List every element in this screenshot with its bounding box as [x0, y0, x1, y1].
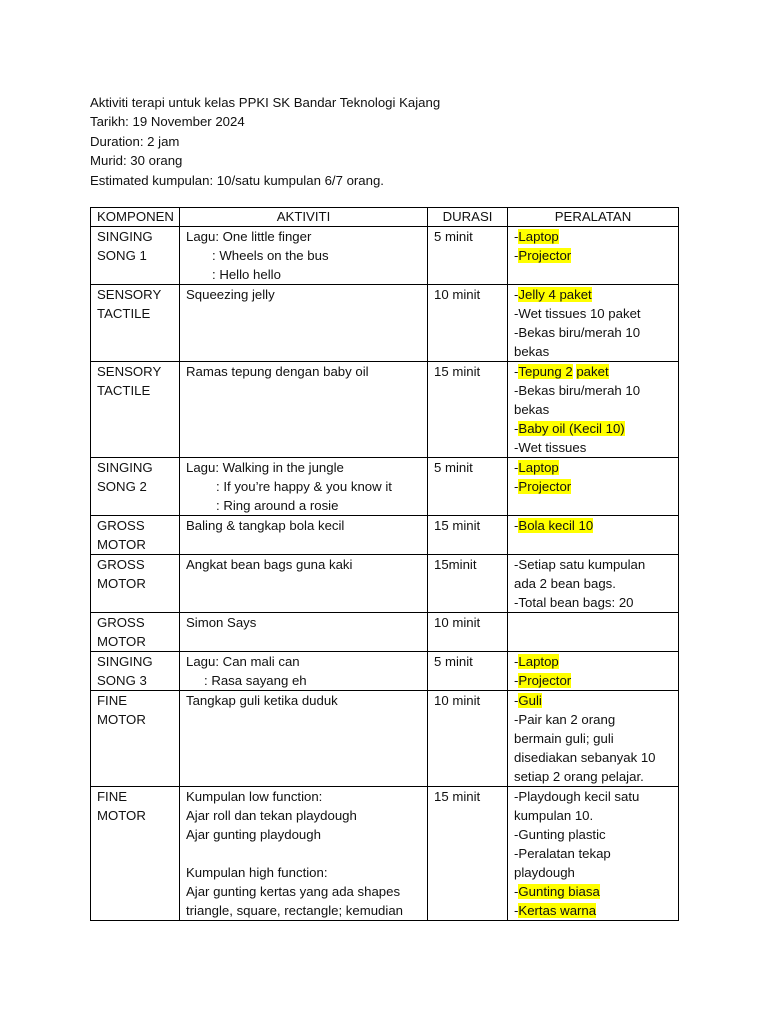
- durasi-text: 5 minit: [434, 654, 473, 669]
- komponen-text: MOTOR: [97, 808, 146, 823]
- komponen-cell: [91, 227, 180, 285]
- aktiviti-text: Kumpulan low function:: [186, 789, 323, 804]
- peralatan-line: [514, 787, 678, 806]
- komponen-text: SINGING: [97, 460, 153, 475]
- durasi-cell: [428, 362, 508, 458]
- komponen-text: SONG 3: [97, 673, 147, 688]
- peralatan-line: [514, 438, 678, 457]
- peralatan-text: -: [514, 421, 519, 436]
- highlighted-item: Projector: [518, 248, 572, 263]
- aktiviti-cell: [180, 516, 428, 555]
- aktiviti-cell: [180, 458, 428, 516]
- peralatan-cell: [508, 787, 679, 921]
- peralatan-cell: [508, 613, 679, 652]
- highlighted-item: Laptop: [518, 229, 559, 244]
- durasi-cell: [428, 285, 508, 362]
- peralatan-text: -Peralatan tekap: [514, 846, 611, 861]
- peralatan-text: bekas: [514, 344, 550, 359]
- table-row: [91, 458, 679, 516]
- komponen-text: SONG 1: [97, 248, 147, 263]
- peralatan-text: setiap 2 orang pelajar.: [514, 769, 644, 784]
- peralatan-text: -: [514, 884, 519, 899]
- peralatan-line: [514, 477, 678, 496]
- peralatan-cell: [508, 458, 679, 516]
- aktiviti-cell: [180, 691, 428, 787]
- komponen-text: SONG 2: [97, 479, 147, 494]
- peralatan-text: -: [514, 654, 519, 669]
- header-peralatan: PERALATAN: [508, 208, 679, 227]
- highlighted-item: Laptop: [518, 654, 559, 669]
- aktiviti-text: Squeezing jelly: [186, 287, 275, 302]
- students-line: Murid: 30 orang: [90, 153, 183, 169]
- peralatan-line: [514, 882, 678, 901]
- peralatan-text: -Total bean bags: 20: [514, 595, 634, 610]
- aktiviti-text: Angkat bean bags guna kaki: [186, 557, 353, 572]
- highlighted-item: Projector: [518, 479, 572, 494]
- peralatan-cell: [508, 227, 679, 285]
- peralatan-text: -: [514, 229, 519, 244]
- aktiviti-text: : Rasa sayang eh: [204, 673, 307, 688]
- komponen-text: MOTOR: [97, 634, 146, 649]
- peralatan-line: [514, 844, 678, 863]
- peralatan-text: -: [514, 287, 519, 302]
- highlighted-item: Gunting biasa: [518, 884, 600, 899]
- peralatan-text: bekas: [514, 402, 550, 417]
- durasi-text: 5 minit: [434, 229, 473, 244]
- peralatan-text: -Bekas biru/merah 10: [514, 325, 641, 340]
- aktiviti-text: Ajar gunting playdough: [186, 827, 321, 842]
- peralatan-text: bermain guli; guli: [514, 731, 614, 746]
- peralatan-text: disediakan sebanyak 10: [514, 750, 656, 765]
- peralatan-line: [514, 574, 678, 593]
- activity-table: [90, 207, 679, 921]
- peralatan-line: [514, 323, 678, 342]
- durasi-text: 15 minit: [434, 789, 481, 804]
- peralatan-line: [514, 304, 678, 323]
- peralatan-line: [514, 381, 678, 400]
- komponen-cell: [91, 652, 180, 691]
- table-row: [91, 227, 679, 285]
- komponen-cell: [91, 613, 180, 652]
- aktiviti-text: Lagu: One little finger: [186, 229, 312, 244]
- aktiviti-text: triangle, square, rectangle; kemudian: [186, 903, 403, 918]
- header-komponen: KOMPONEN: [91, 208, 180, 227]
- peralatan-text: -Bekas biru/merah 10: [514, 383, 641, 398]
- durasi-text: 15 minit: [434, 364, 481, 379]
- table-row: [91, 555, 679, 613]
- highlighted-item: Jelly 4 paket: [518, 287, 592, 302]
- komponen-cell: [91, 787, 180, 921]
- komponen-text: GROSS: [97, 615, 145, 630]
- highlighted-item: Laptop: [518, 460, 559, 475]
- peralatan-text: -Playdough kecil satu: [514, 789, 640, 804]
- aktiviti-text: Ajar gunting kertas yang ada shapes: [186, 884, 401, 899]
- peralatan-cell: [508, 691, 679, 787]
- peralatan-cell: [508, 555, 679, 613]
- table-row: [91, 516, 679, 555]
- peralatan-text: -Gunting plastic: [514, 827, 606, 842]
- header-durasi: DURASI: [428, 208, 508, 227]
- durasi-cell: [428, 516, 508, 555]
- durasi-cell: [428, 787, 508, 921]
- komponen-cell: [91, 458, 180, 516]
- peralatan-text: -Wet tissues 10 paket: [514, 306, 641, 321]
- highlighted-item: Kertas warna: [518, 903, 597, 918]
- durasi-text: 15minit: [434, 557, 477, 572]
- aktiviti-cell: [180, 555, 428, 613]
- duration-line: Duration: 2 jam: [90, 133, 180, 149]
- highlighted-item: Baby oil (Kecil 10): [518, 421, 625, 436]
- table-row: [91, 362, 679, 458]
- aktiviti-cell: [180, 787, 428, 921]
- aktiviti-text: : If you’re happy & you know it: [216, 479, 392, 494]
- peralatan-line: [514, 652, 678, 671]
- durasi-cell: [428, 227, 508, 285]
- document-title: Aktiviti terapi untuk kelas PPKI SK Bandar Teknologi Kajang: [90, 95, 441, 110]
- peralatan-text: -: [514, 673, 519, 688]
- komponen-text: FINE: [97, 693, 128, 708]
- durasi-text: 10 minit: [434, 615, 481, 630]
- peralatan-line: [514, 285, 678, 304]
- highlighted-item: Projector: [518, 673, 572, 688]
- komponen-text: MOTOR: [97, 576, 146, 591]
- peralatan-line: [514, 555, 678, 574]
- peralatan-line: [514, 729, 678, 748]
- peralatan-text: -: [514, 518, 519, 533]
- peralatan-text: -Pair kan 2 orang: [514, 712, 616, 727]
- peralatan-line: [514, 342, 678, 361]
- aktiviti-text: : Ring around a rosie: [216, 498, 339, 513]
- durasi-cell: [428, 691, 508, 787]
- peralatan-line: [514, 458, 678, 477]
- peralatan-line: [514, 710, 678, 729]
- aktiviti-cell: [180, 285, 428, 362]
- date-line: Tarikh: 19 November 2024: [90, 114, 245, 130]
- peralatan-cell: [508, 285, 679, 362]
- peralatan-cell: [508, 652, 679, 691]
- durasi-cell: [428, 458, 508, 516]
- durasi-text: 10 minit: [434, 693, 481, 708]
- peralatan-line: [514, 671, 678, 690]
- groups-line: Estimated kumpulan: 10/satu kumpulan 6/7 orang.: [90, 172, 384, 188]
- aktiviti-text: : Wheels on the bus: [212, 248, 329, 263]
- peralatan-text: ada 2 bean bags.: [514, 576, 616, 591]
- komponen-cell: [91, 362, 180, 458]
- aktiviti-cell: [180, 613, 428, 652]
- table-header-row: [91, 208, 679, 227]
- peralatan-text: playdough: [514, 865, 575, 880]
- peralatan-cell: [508, 362, 679, 458]
- aktiviti-text: Tangkap guli ketika duduk: [186, 693, 338, 708]
- highlighted-item: Tepung 2: [518, 364, 573, 379]
- aktiviti-text: Ramas tepung dengan baby oil: [186, 364, 369, 379]
- highlighted-item: paket: [576, 364, 609, 379]
- table-row: [91, 613, 679, 652]
- peralatan-line: [514, 863, 678, 882]
- peralatan-line: [514, 825, 678, 844]
- komponen-cell: [91, 516, 180, 555]
- peralatan-text: -: [514, 460, 519, 475]
- peralatan-text: -Setiap satu kumpulan: [514, 557, 646, 572]
- durasi-cell: [428, 652, 508, 691]
- aktiviti-cell: [180, 227, 428, 285]
- peralatan-line: [514, 691, 678, 710]
- peralatan-line: [514, 593, 678, 612]
- peralatan-line: [514, 516, 678, 535]
- aktiviti-text: Lagu: Walking in the jungle: [186, 460, 344, 475]
- peralatan-text: -: [514, 693, 519, 708]
- komponen-cell: [91, 555, 180, 613]
- header-aktiviti: AKTIVITI: [180, 208, 428, 227]
- aktiviti-text: Simon Says: [186, 615, 257, 630]
- durasi-text: 5 minit: [434, 460, 473, 475]
- aktiviti-cell: [180, 652, 428, 691]
- peralatan-line: [514, 227, 678, 246]
- peralatan-line: [514, 246, 678, 265]
- peralatan-text: -: [514, 479, 519, 494]
- komponen-text: GROSS: [97, 557, 145, 572]
- peralatan-line: [514, 767, 678, 786]
- komponen-text: MOTOR: [97, 537, 146, 552]
- document-header: [90, 93, 440, 190]
- durasi-text: 10 minit: [434, 287, 481, 302]
- peralatan-text: kumpulan 10.: [514, 808, 594, 823]
- komponen-text: MOTOR: [97, 712, 146, 727]
- table-row: [91, 691, 679, 787]
- komponen-cell: [91, 285, 180, 362]
- komponen-text: SINGING: [97, 654, 153, 669]
- peralatan-text: -: [514, 903, 519, 918]
- komponen-text: FINE: [97, 789, 128, 804]
- peralatan-line: [514, 362, 678, 381]
- highlighted-item: Bola kecil 10: [518, 518, 594, 533]
- aktiviti-text: Lagu: Can mali can: [186, 654, 300, 669]
- peralatan-line: [514, 419, 678, 438]
- peralatan-text: -: [514, 248, 519, 263]
- table-row: [91, 787, 679, 921]
- aktiviti-text: Kumpulan high function:: [186, 865, 328, 880]
- highlighted-item: Guli: [518, 693, 542, 708]
- aktiviti-cell: [180, 362, 428, 458]
- durasi-cell: [428, 555, 508, 613]
- aktiviti-text: Ajar roll dan tekan playdough: [186, 808, 357, 823]
- peralatan-line: [514, 806, 678, 825]
- komponen-text: TACTILE: [97, 383, 151, 398]
- table-row: [91, 652, 679, 691]
- komponen-text: SINGING: [97, 229, 153, 244]
- durasi-cell: [428, 613, 508, 652]
- komponen-text: TACTILE: [97, 306, 151, 321]
- durasi-text: 15 minit: [434, 518, 481, 533]
- aktiviti-text: Baling & tangkap bola kecil: [186, 518, 345, 533]
- komponen-text: SENSORY: [97, 364, 162, 379]
- peralatan-line: [514, 901, 678, 920]
- komponen-text: GROSS: [97, 518, 145, 533]
- peralatan-text: -Wet tissues: [514, 440, 587, 455]
- aktiviti-text: [186, 844, 427, 863]
- komponen-text: SENSORY: [97, 287, 162, 302]
- table-row: [91, 285, 679, 362]
- aktiviti-text: : Hello hello: [212, 267, 281, 282]
- peralatan-cell: [508, 516, 679, 555]
- peralatan-line: [514, 748, 678, 767]
- peralatan-line: [514, 400, 678, 419]
- peralatan-text: -: [514, 364, 519, 379]
- komponen-cell: [91, 691, 180, 787]
